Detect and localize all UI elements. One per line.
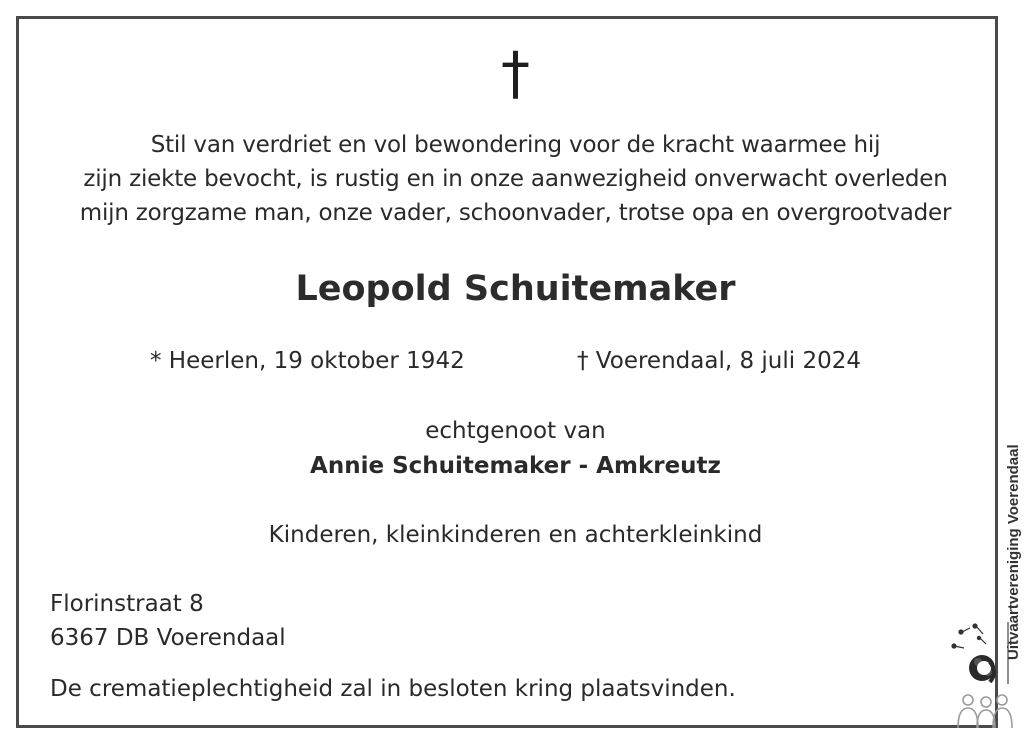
cross-icon: † — [501, 39, 530, 107]
intro-text — [0, 128, 1031, 230]
intro-line: Stil van verdriet en vol bewondering voor de kracht waarmee hij — [150, 132, 881, 158]
closing-text: De crematieplechtigheid zal in besloten kring plaatsvinden. — [50, 676, 736, 702]
birth-info: * Heerlen, 19 oktober 1942 — [150, 348, 465, 374]
death-info: † Voerendaal, 8 juli 2024 — [577, 348, 861, 374]
intro-line: zijn ziekte bevocht, is rustig en in onze aanwezigheid onverwacht overleden — [83, 166, 948, 192]
deceased-name: Leopold Schuitemaker — [295, 269, 736, 309]
spouse-name: Annie Schuitemaker - Amkreutz — [310, 453, 721, 479]
address-line: Florinstraat 8 — [50, 591, 204, 617]
address-line: 6367 DB Voerendaal — [50, 625, 286, 651]
address-block — [50, 587, 286, 655]
dandelion-family-icon — [950, 622, 1022, 734]
intro-line: mijn zorgzame man, onze vader, schoonvader, trotse opa en overgrootvader — [79, 200, 952, 226]
family-line: Kinderen, kleinkinderen en achterkleinkind — [268, 522, 763, 548]
spouse-label: echtgenoot van — [425, 418, 606, 444]
logo-text: Uitvaartvereniging Voerendaal — [1005, 444, 1022, 660]
